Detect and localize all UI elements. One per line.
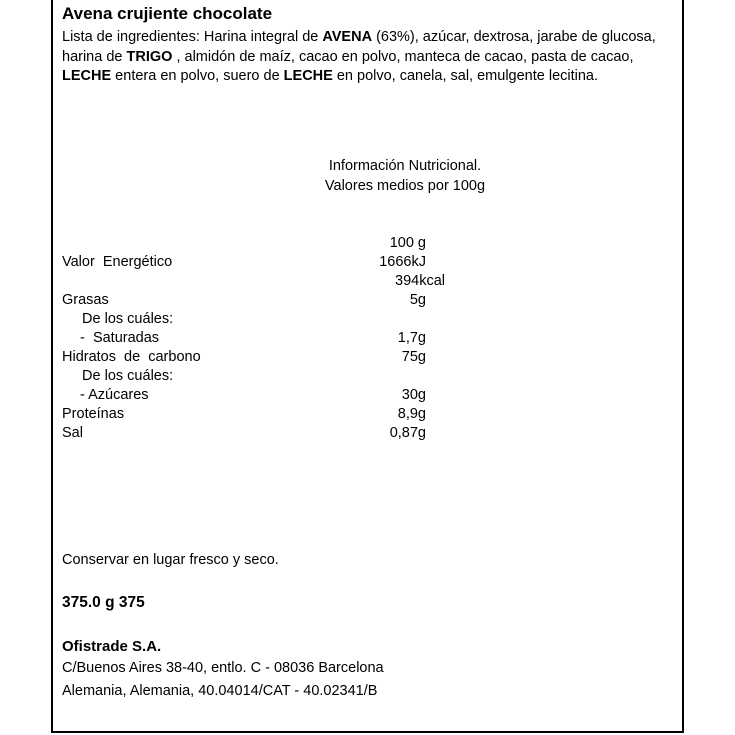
nutrition-row-value: 1,7g (397, 330, 426, 346)
nutrition-row-label: - Saturadas (72, 330, 160, 346)
allergen-wheat: TRIGO (126, 48, 173, 65)
net-weight: 375.0 g 375 (62, 594, 145, 611)
nutrition-row-label: Proteínas (62, 406, 125, 422)
nutrition-column-header: 100 g (389, 235, 426, 251)
ingredients-text: entera en polvo, suero de (111, 68, 284, 84)
company-address: C/Buenos Aires 38-40, entlo. C - 08036 Barcelona (62, 660, 384, 676)
allergen-oats: AVENA (322, 29, 373, 45)
nutrition-row-label: Valor Energético (62, 254, 173, 270)
allergen-milk: LECHE (62, 68, 112, 84)
nutrition-subheading: Valores medios por 100g (324, 178, 486, 194)
nutrition-row-value: 8,9g (397, 406, 426, 422)
ingredients-text: , almidón de maíz, cacao en polvo, manteca de cacao, pasta de cacao, (172, 48, 634, 65)
nutrition-row-value: 30g (401, 387, 426, 403)
nutrition-row-label: Grasas (62, 292, 109, 308)
label-frame (51, 0, 684, 733)
ingredients-text: en polvo, canela, sal, emulgente lecitina. (332, 68, 599, 84)
nutrition-row-label: Sal (62, 425, 83, 441)
ingredients-list (62, 28, 662, 87)
nutrition-row-value: 0,87g (389, 425, 426, 441)
product-title: Avena crujiente chocolate (62, 4, 273, 23)
nutrition-heading: Información Nutricional. (328, 158, 482, 174)
allergen-milk: LECHE (283, 68, 333, 84)
nutrition-row-value: 75g (401, 349, 426, 365)
ingredients-text: Lista de ingredientes: Harina integral de (62, 29, 323, 45)
nutrition-row-label: De los cuáles: (74, 311, 174, 327)
ingredients-text: (63%), azúcar, dextrosa, jarabe de glucosa, harina de (62, 29, 656, 65)
nutrition-row-label: - Azúcares (72, 387, 149, 403)
company-registry: Alemania, Alemania, 40.04014/CAT - 40.02341/B (62, 683, 378, 699)
storage-instructions: Conservar en lugar fresco y seco. (62, 552, 279, 568)
nutrition-row-value: 5g (409, 292, 426, 308)
nutrition-row-label: Hidratos de carbono (62, 349, 201, 365)
company-name: Ofistrade S.A. (62, 638, 162, 655)
nutrition-row-label: De los cuáles: (74, 368, 174, 384)
nutrition-row-value: 394kcal (395, 273, 445, 289)
nutrition-row-value: 1666kJ (379, 254, 426, 270)
